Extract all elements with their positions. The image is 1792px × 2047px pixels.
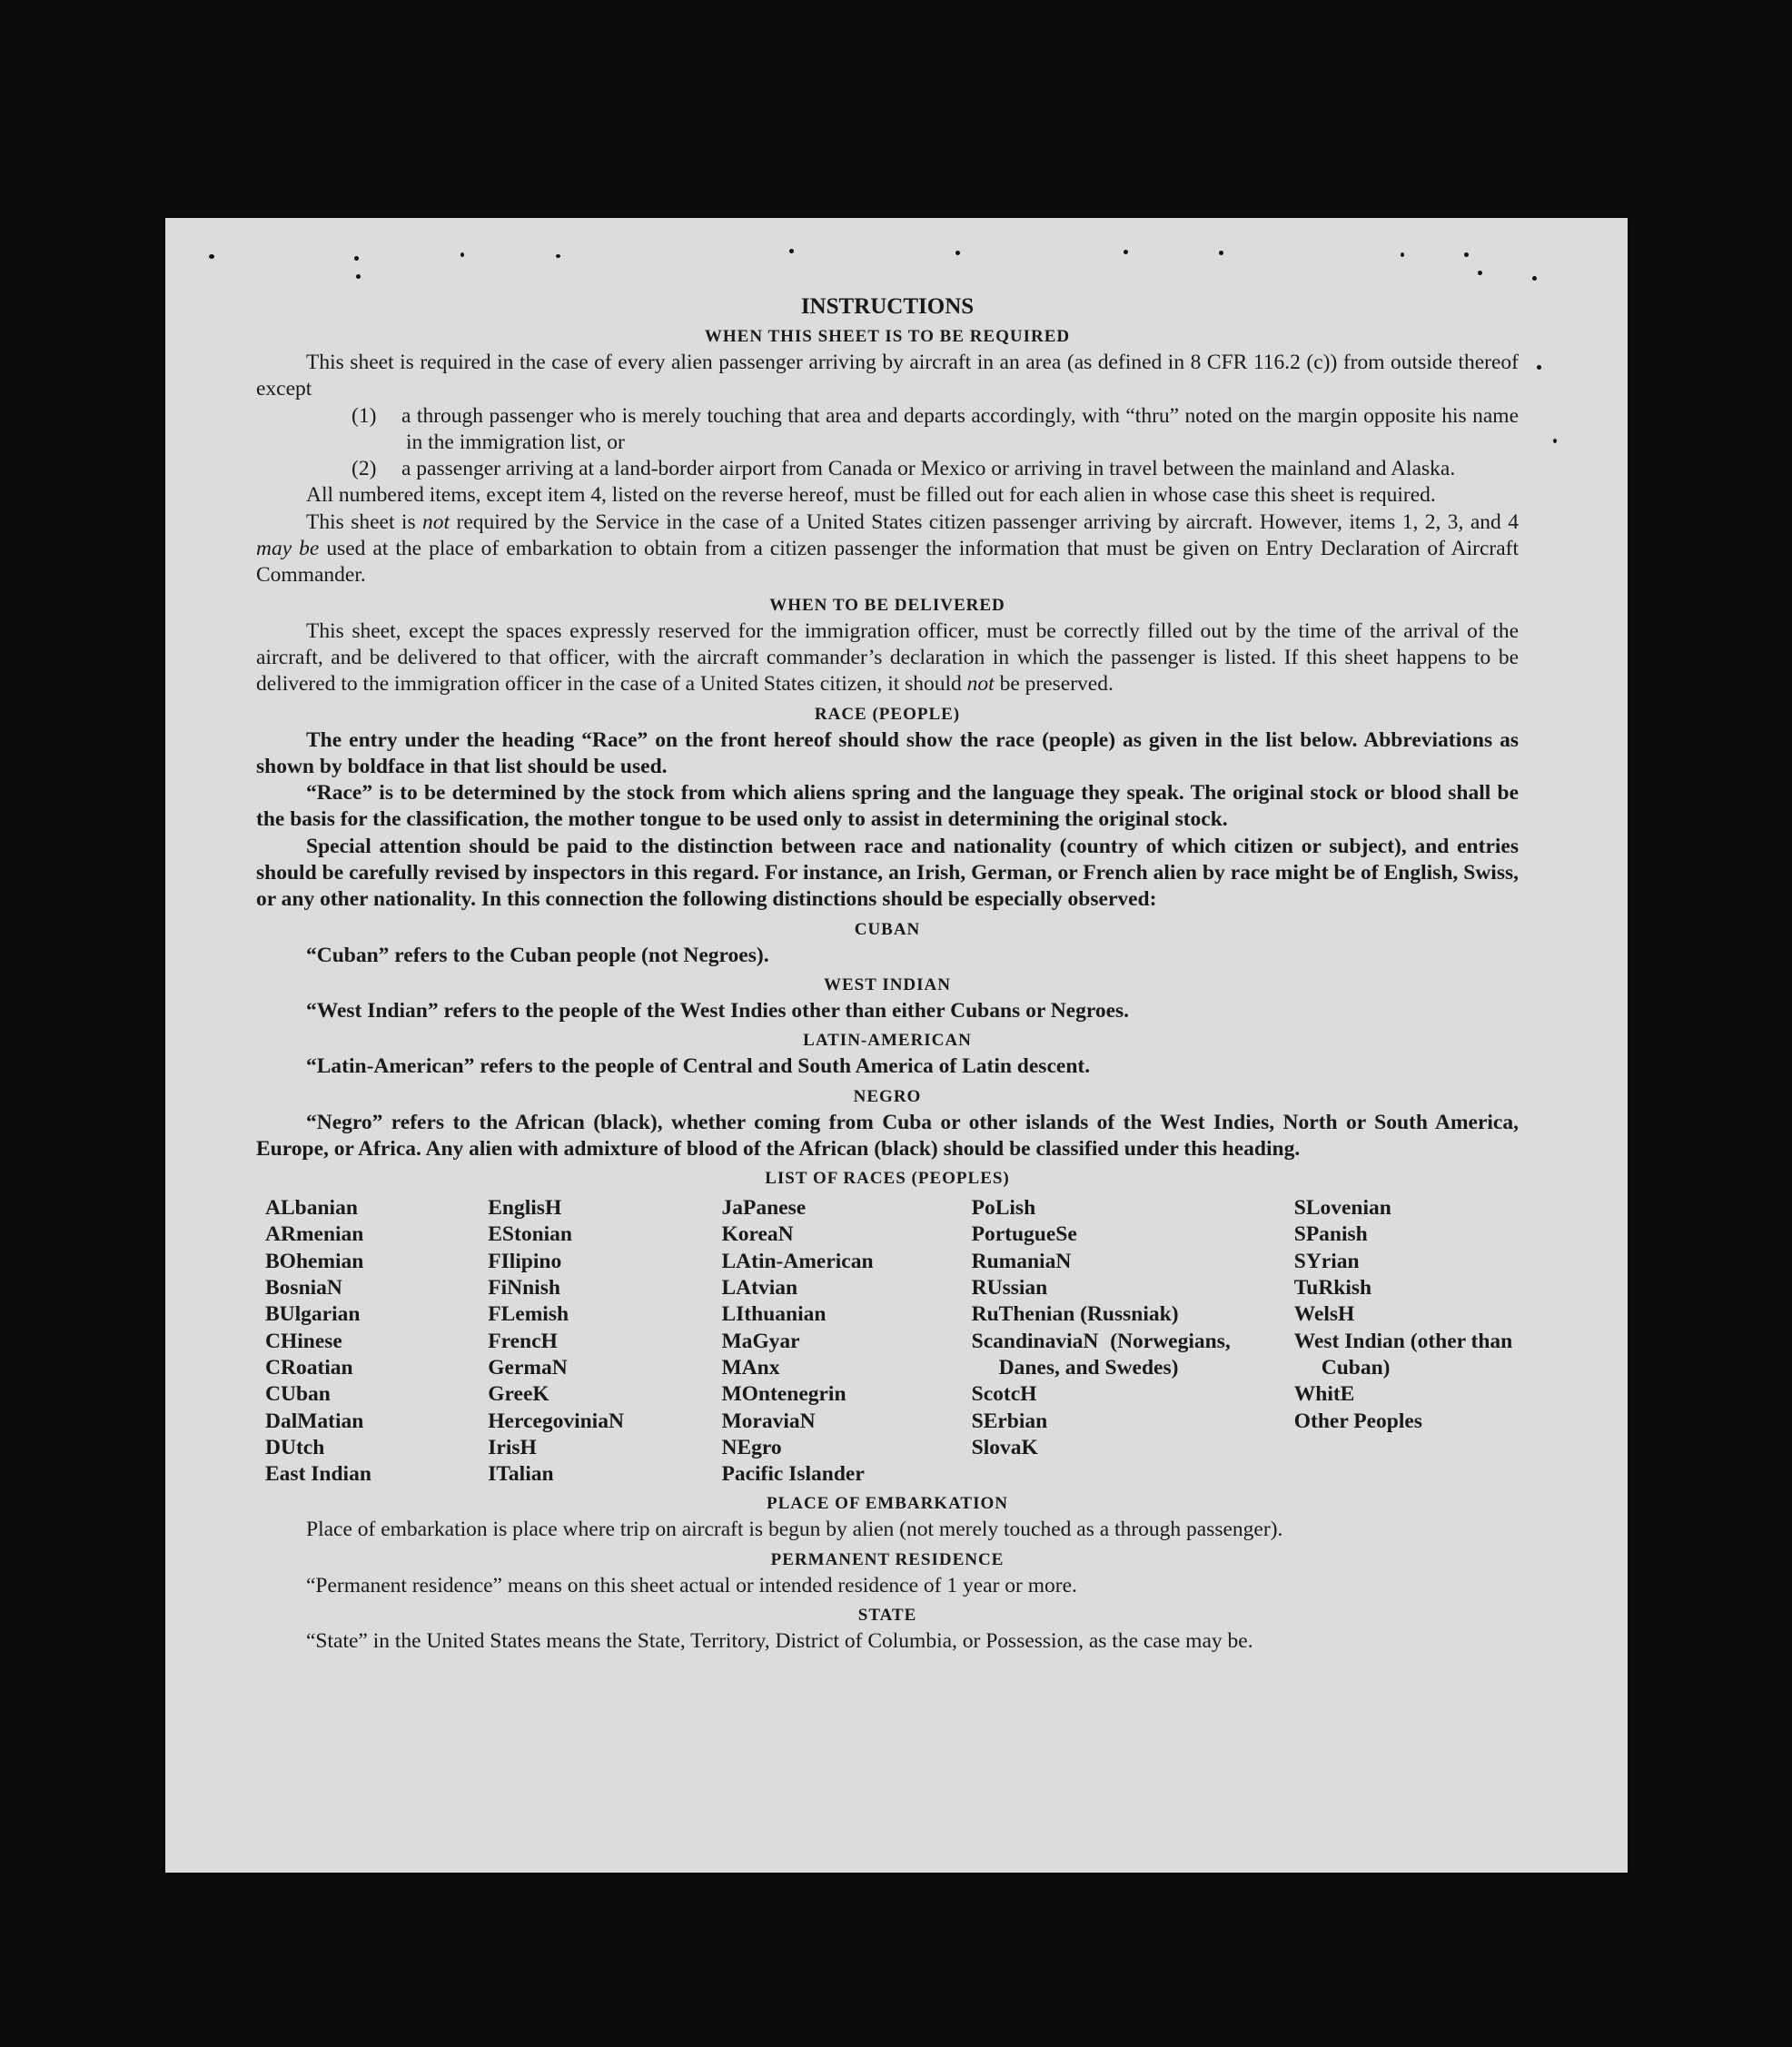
race-entry: PortugueSe [971,1222,1077,1247]
race-entry: Other Peoples [1293,1409,1422,1433]
race-entry: Pacific Islander [721,1462,865,1487]
heading-state: STATE [857,1605,917,1625]
race-paragraph-1 [256,727,1519,781]
heading-negro: NEGRO [853,1086,922,1106]
race-entry: DalMatian [265,1409,364,1433]
page-title: INSTRUCTIONS [800,294,975,319]
race-entry: BosniaN [265,1276,342,1300]
race-entry: KoreaN [721,1222,794,1247]
race-entry: CHinese [265,1329,342,1353]
instructions-content [256,293,1519,1655]
race-entry: FrencH [488,1329,558,1353]
race-entry: SYrian [1293,1249,1360,1273]
race-entry: ScotcH [971,1382,1037,1407]
race-column-3 [721,1195,971,1488]
race-entry: SPanish [1293,1222,1368,1247]
race-entry: FiNnish [488,1276,560,1300]
race-entry: PoLish [971,1196,1036,1221]
heading-when-delivered: WHEN TO BE DELIVERED [769,595,1005,615]
race-list [265,1195,1519,1488]
exception-item-1 [256,403,1519,457]
race-entry: RUssian [971,1276,1048,1300]
race-entry: FIlipino [488,1249,562,1273]
race-entry: LAtin-American [721,1249,874,1273]
heading-race: RACE (PEOPLE) [814,704,961,724]
heading-place-of-embarkation: PLACE OF EMBARKATION [767,1494,1008,1514]
race-entry: DUtch [265,1435,325,1459]
race-paragraph-3: Special attention should be paid to the distinction between race and nationality (country of which citizen or subject), and entries should be carefully revised by inspectors in this regard. For instance, an Irish, German, or French alien by race might be of English, Swiss, or any other nationality. In this connection the following distinctions should be especially observed: [256,834,1519,912]
race-entry: West Indian (other than Cuban) [1293,1329,1513,1380]
race-entry: LIthuanian [721,1302,827,1327]
when-required-intro: This sheet is required in the case of every alien passenger arriving by aircraft in an area (as defined in 8 CFR 116.2 (c)) from outside thereof except [256,351,1519,401]
heading-cuban: CUBAN [854,919,921,939]
text-run: be preserved. [994,672,1114,697]
race-entry: SlovaK [971,1435,1038,1459]
heading-latin-american: LATIN-AMERICAN [803,1031,972,1051]
cuban-text: “Cuban” refers to the Cuban people (not Negroes). [306,943,769,967]
heading-permanent-residence: PERMANENT RESIDENCE [770,1549,1005,1569]
item-text: a passenger arriving at a land-border airport from Canada or Mexico or arriving in travel between the mainland and Alaska. [401,457,1456,481]
race-entry: RumaniaN [971,1249,1072,1273]
text-run: This sheet is [306,509,423,534]
negro-text: “Negro” refers to the African (black), whether coming from Cuba or other islands of the West Indies, North or South America, Europe, or Africa. Any alien with admixture of blood of the African (black) should be classified under this heading. [256,1110,1519,1161]
race-entry: HercegoviniaN [488,1409,624,1433]
race-entry: TuRkish [1293,1276,1372,1300]
emphasis-not: not [966,672,995,697]
race-column-4 [972,1195,1231,1488]
race-entry: SErbian [971,1409,1048,1433]
race-entry: IrisH [488,1435,537,1459]
latin-american-text: “Latin-American” refers to the people of Central and South America of Latin descent. [306,1054,1091,1079]
race-entry: WelsH [1293,1302,1355,1327]
race-entry: MoraviaN [721,1409,816,1433]
race-entry: BUlgarian [265,1302,361,1327]
race-entry: JaPanese [721,1196,807,1221]
item-text: a through passenger who is merely touching that area and departs accordingly, with “thru” noted on the margin opposite his name in the immigration list, or [401,403,1519,454]
race-entry: GermaN [488,1355,568,1380]
race-entry: GreeK [488,1382,549,1407]
text-run: This sheet, except the spaces expressly reserved for the immigration officer, must be correctly filled out by the time of the arrival of the aircraft, and be delivered to that officer, with the aircraft commander’s declaration in which the passenger is listed. If this sheet happens to be delivered to the immigration officer in the case of a United States citizen, it should [256,618,1519,697]
document-sheet [165,218,1628,1873]
race-column-1 [265,1195,488,1488]
race-entry: MaGyar [721,1329,800,1353]
heading-when-required: WHEN THIS SHEET IS TO BE REQUIRED [704,327,1071,346]
embarkation-text: Place of embarkation is place where trip on aircraft is begun by alien (not merely touched as a through passenger). [306,1518,1283,1542]
race-entry: ITalian [488,1462,554,1487]
race-paragraph-2: “Race” is to be determined by the stock from which aliens spring and the language they speak. The original stock or blood shall be the basis for the classification, the mother tongue to be used only to assist in determining the original stock. [256,781,1519,832]
race-entry: NEgro [721,1435,782,1459]
race-entry: MOntenegrin [721,1382,846,1407]
race-entry: RuThenian (Russniak) [971,1302,1179,1327]
race-entry: ARmenian [265,1222,364,1247]
race-entry: LAtvian [721,1276,798,1300]
citizen-paragraph [256,509,1519,589]
west-indian-text: “West Indian” refers to the people of the West Indies other than either Cubans or Negroes. [306,998,1130,1023]
race-entry: CRoatian [265,1355,353,1380]
race-entry: CUban [265,1382,331,1407]
race-entry: EStonian [488,1222,572,1247]
text-run: in that list should be used. [424,754,668,778]
race-entry: BOhemian [265,1249,364,1273]
state-text: “State” in the United States means the State, Territory, District of Columbia, or Possession, as the case may be. [306,1628,1253,1653]
race-entry: East Indian [265,1462,371,1487]
race-entry: FLemish [488,1302,569,1327]
emphasis-not: not [422,509,450,534]
residence-text: “Permanent residence” means on this sheet actual or intended residence of 1 year or more. [306,1573,1077,1597]
when-delivered-text [256,618,1519,698]
race-entry: ALbanian [265,1196,358,1221]
item-number: (2) [351,457,377,481]
race-entry: WhitE [1293,1382,1355,1407]
race-column-2 [488,1195,721,1488]
heading-west-indian: WEST INDIAN [824,974,951,994]
race-entry: SLovenian [1293,1196,1391,1221]
race-entry: ScandinaviaN (Norwegians, Danes, and Swedes) [971,1329,1231,1380]
race-entry: EnglisH [488,1196,562,1221]
text-run: required by the Service in the case of a United States citizen passenger arriving by aircraft. However, items 1, 2, 3, and 4 [450,509,1519,534]
item-number: (1) [351,403,377,428]
race-section-body [256,727,1519,1488]
exception-item-2 [256,456,1519,482]
race-column-5 [1294,1195,1519,1488]
numbered-items-paragraph: All numbered items, except item 4, listed on the reverse hereof, must be filled out for each alien in whose case this sheet is required. [306,483,1436,508]
boldface-word: boldface [347,754,425,778]
text-run: used at the place of embarkation to obtain from a citizen passenger the information that must be given on Entry Declaration of Aircraft Commander. [256,537,1519,588]
heading-list-of-races: LIST OF RACES (PEOPLES) [765,1169,1010,1189]
text-run: The entry under the heading “Race” on the front hereof should show the race (people) as given in the list below. Abbreviations as shown by [256,727,1519,778]
race-entry: MAnx [721,1355,780,1380]
emphasis-may-be: may be [256,537,320,561]
